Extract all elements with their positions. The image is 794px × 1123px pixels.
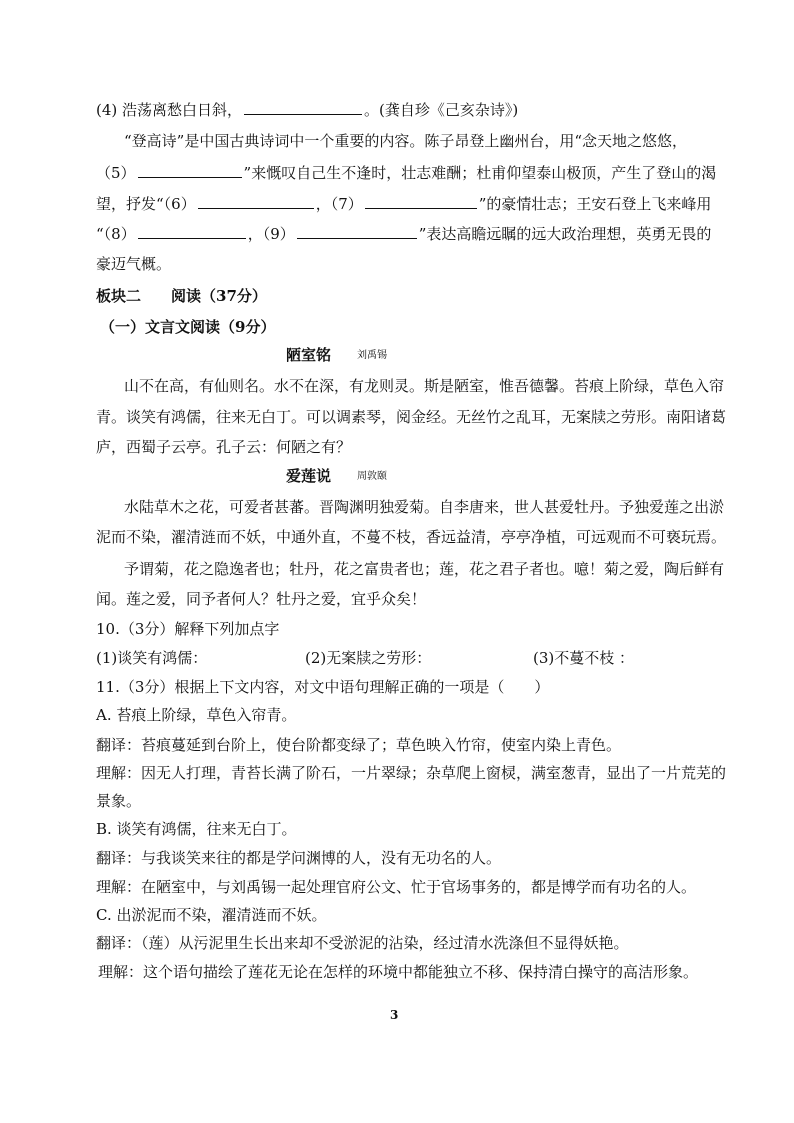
dgs-l4-a: “（8）: [96, 225, 136, 243]
q11-a-understanding-1: 理解：因无人打理，青苔长满了阶石，一片翠绿；杂草爬上窗棂，满室葱青，显出了一片荒芜的: [96, 764, 727, 782]
dgs-line-5: 豪迈气概。: [96, 255, 172, 273]
lsm-line-3: 庐，西蜀子云亭。孔子云：何陋之有？: [96, 438, 352, 456]
q11-b-translation: 翻译：与我谈笑来往的都是学问渊博的人，没有无功名的人。: [96, 849, 502, 867]
q4-post: 。(龚自珍《己亥杂诗》): [364, 101, 519, 119]
q11-a-translation: 翻译：苔痕蔓延到台阶上，使台阶都变绿了；草色映入竹帘，使室内染上青色。: [96, 736, 622, 754]
als-author: 周敦颐: [357, 471, 388, 482]
lsm-line-1: 山不在高，有仙则名。水不在深，有龙则灵。斯是陋室，惟吾德馨。苔痕上阶绿，草色入帘: [124, 377, 725, 395]
dgs-l3-b: ，（7）: [315, 195, 363, 213]
q10-item-1: (1)谈笑有鸿儒：: [96, 649, 208, 667]
answer-blank-8[interactable]: [138, 222, 246, 239]
q11-option-a: A. 苔痕上阶绿，草色入帘青。: [96, 706, 297, 724]
dgs-line-2: [96, 161, 716, 184]
dgs-l3-a: 望，抒发“（6）: [96, 195, 196, 213]
lsm-title: 陋室铭: [286, 346, 332, 364]
dgs-l3-c: ”的豪情壮志；王安石登上飞来峰用: [478, 195, 712, 213]
subsection-heading: （一）文言文阅读（9分）: [100, 318, 276, 336]
q11-option-c: C. 出淤泥而不染，濯清涟而不妖。: [96, 906, 327, 924]
lsm-author: 刘禹锡: [357, 350, 388, 361]
answer-blank-9[interactable]: [297, 222, 417, 239]
q11-a-understanding-2: 景象。: [96, 792, 142, 810]
dgs-l4-b: ，（9）: [247, 225, 295, 243]
dgs-l2-post: ”来慨叹自己生不逢时，壮志难酬；杜甫仰望泰山极顶，产生了登山的渴: [243, 164, 717, 182]
section-heading: 板块二 阅读（37分）: [96, 287, 267, 305]
q4-pre: (4) 浩荡离愁白日斜，: [96, 101, 243, 119]
als-line-1: 水陆草木之花，可爱者甚蕃。晋陶渊明独爱菊。自李唐来，世人甚爱牡丹。予独爱莲之出淤: [124, 498, 725, 516]
q11-c-translation: 翻译：（莲）从污泥里生长出来却不受淤泥的沾染，经过清水洗涤但不显得妖艳。: [96, 934, 629, 952]
answer-blank-4[interactable]: [244, 98, 362, 115]
q10-item-2: (2)无案牍之劳形：: [305, 649, 432, 667]
q11-option-b: B. 谈笑有鸿儒，往来无白丁。: [96, 820, 297, 838]
als-line-3: 予谓菊，花之隐逸者也；牡丹，花之富贵者也；莲，花之君子者也。噫！菊之爱，陶后鲜有: [124, 560, 725, 578]
poem-title-als: [286, 465, 387, 486]
page-number: 3: [390, 1008, 399, 1022]
q11-c-understanding: 理解：这个语句描绘了莲花无论在怎样的环境中都能独立不移、保持清白操守的高洁形象。: [98, 963, 699, 981]
q10-stem: 10.（3分）解释下列加点字: [96, 620, 280, 638]
dgs-line-3: [96, 192, 711, 215]
dgs-line-4: [96, 222, 711, 245]
als-line-2: 泥而不染，濯清涟而不妖，中通外直，不蔓不枝，香远益清，亭亭净植，可远观而不可亵玩焉。: [96, 528, 727, 546]
q4-line: [96, 98, 518, 121]
als-line-4: 闻。莲之爱，同予者何人？牡丹之爱，宜乎众矣！: [96, 590, 427, 608]
dgs-line-1: “登高诗”是中国古典诗词中一个重要的内容。陈子昂登上幽州台，用“念天地之悠悠，: [124, 132, 688, 150]
als-title: 爱莲说: [286, 467, 332, 485]
answer-blank-7[interactable]: [365, 192, 477, 209]
answer-blank-5[interactable]: [138, 161, 242, 178]
dgs-l2-pre: （5）: [96, 164, 136, 182]
poem-title-lsm: [286, 344, 387, 365]
answer-blank-6[interactable]: [198, 192, 314, 209]
dgs-l4-c: ”表达高瞻远瞩的远大政治理想，英勇无畏的: [418, 225, 712, 243]
q10-item-3: (3)不蔓不枝 ：: [533, 649, 635, 667]
q11-stem: 11.（3分）根据上下文内容，对文中语句理解正确的一项是（ ）: [96, 678, 550, 696]
q11-b-understanding: 理解：在陋室中，与刘禹锡一起处理官府公文、忙于官场事务的，都是博学而有功名的人。: [96, 878, 697, 896]
lsm-line-2: 青。谈笑有鸿儒，往来无白丁。可以调素琴，阅金经。无丝竹之乱耳，无案牍之劳形。南阳诸葛: [96, 408, 727, 426]
